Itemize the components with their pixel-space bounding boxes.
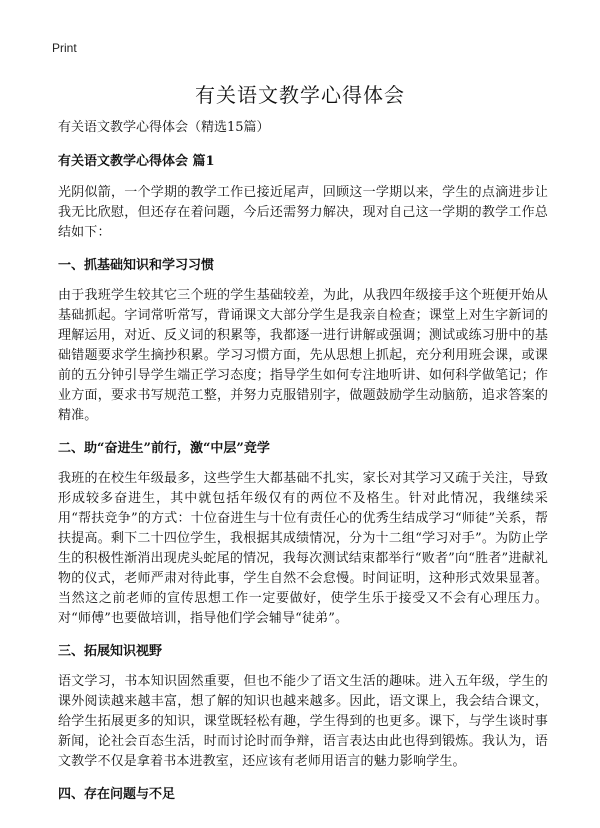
section-heading-2: 二、助“奋进生”前行，激“中层”竞学 (58, 441, 270, 456)
section-body-3: 语文学习，书本知识固然重要，但也不能少了语文生活的趣味。进入五年级，学生的课外阅读越来越丰富，想了解的知识也越来越多。因此，语文课上，我会结合课文，给学生拓展更多的知识，课堂既轻松有趣，学生得到的也更多。课下，与学生谈时事新闻，论社会百态生活，时而讨论时而争辩，语言表达由此也得到锻炼。我认为，语文教学不仅是拿着书本进教室，还应该有老师用语言的魅力影响学生。 (58, 674, 548, 769)
document-content (58, 118, 548, 815)
section-heading-3: 三、拓展知识视野 (58, 644, 163, 659)
intro-paragraph: 光阴似箭，一个学期的教学工作已接近尾声，回顾这一学期以来，学生的点滴进步让我无比欣慰，但还存在着问题，今后还需努力解决，现对自己这一学期的教学工作总结如下： (58, 185, 548, 240)
section-heading-4: 四、存在问题与不足 (58, 787, 176, 802)
article-title: 有关语文教学心得体会 篇1 (58, 154, 215, 169)
print-link[interactable]: Print (52, 41, 77, 55)
page-title: 有关语文教学心得体会 (195, 83, 405, 107)
document-subtitle: 有关语文教学心得体会（精选15篇） (58, 120, 270, 135)
section-heading-1: 一、抓基础知识和学习习惯 (58, 258, 215, 273)
section-body-2: 我班的在校生年级最多，这些学生大都基础不扎实，家长对其学习又疏于关注，导致形成较多奋进生，其中就包括年级仅有的两位不及格生。针对此情况，我继续采用“帮扶竞争”的方式：十位奋进生与十位有责任心的优秀生结成学习“师徒”关系，帮扶提高。剩下二十四位学生，我根据其成绩情况，分为十二组“学习对手”。为防止学生的积极性渐消出现虎头蛇尾的情况，我每次测试结束都举行“败者”向“胜者”进献礼物的仪式，老师严肃对待此事，学生自然不会怠慢。时间证明，这种形式效果显著。当然这之前老师的宣传思想工作一定要做好，使学生乐于接受又不会有心理压力。对“师傅”也要做培训，指导他们学会辅导“徒弟”。 (58, 471, 548, 626)
section-body-1: 由于我班学生较其它三个班的学生基础较差，为此，从我四年级接手这个班便开始从基础抓起。字词常听常写，背诵课文大部分学生是我亲自检查；课堂上对生字新词的理解运用，对近、反义词的积累等，我都逐一进行讲解或强调；测试或练习册中的基础错题要求学生摘抄积累。学习习惯方面，先从思想上抓起，充分利用班会课，或课前的五分钟引导学生端正学习态度；指导学生如何专注地听讲、如何科学做笔记；作业方面，要求书写规范工整，并努力克服错别字，做题鼓励学生动脑筋，追求答案的精准。 (58, 288, 548, 423)
